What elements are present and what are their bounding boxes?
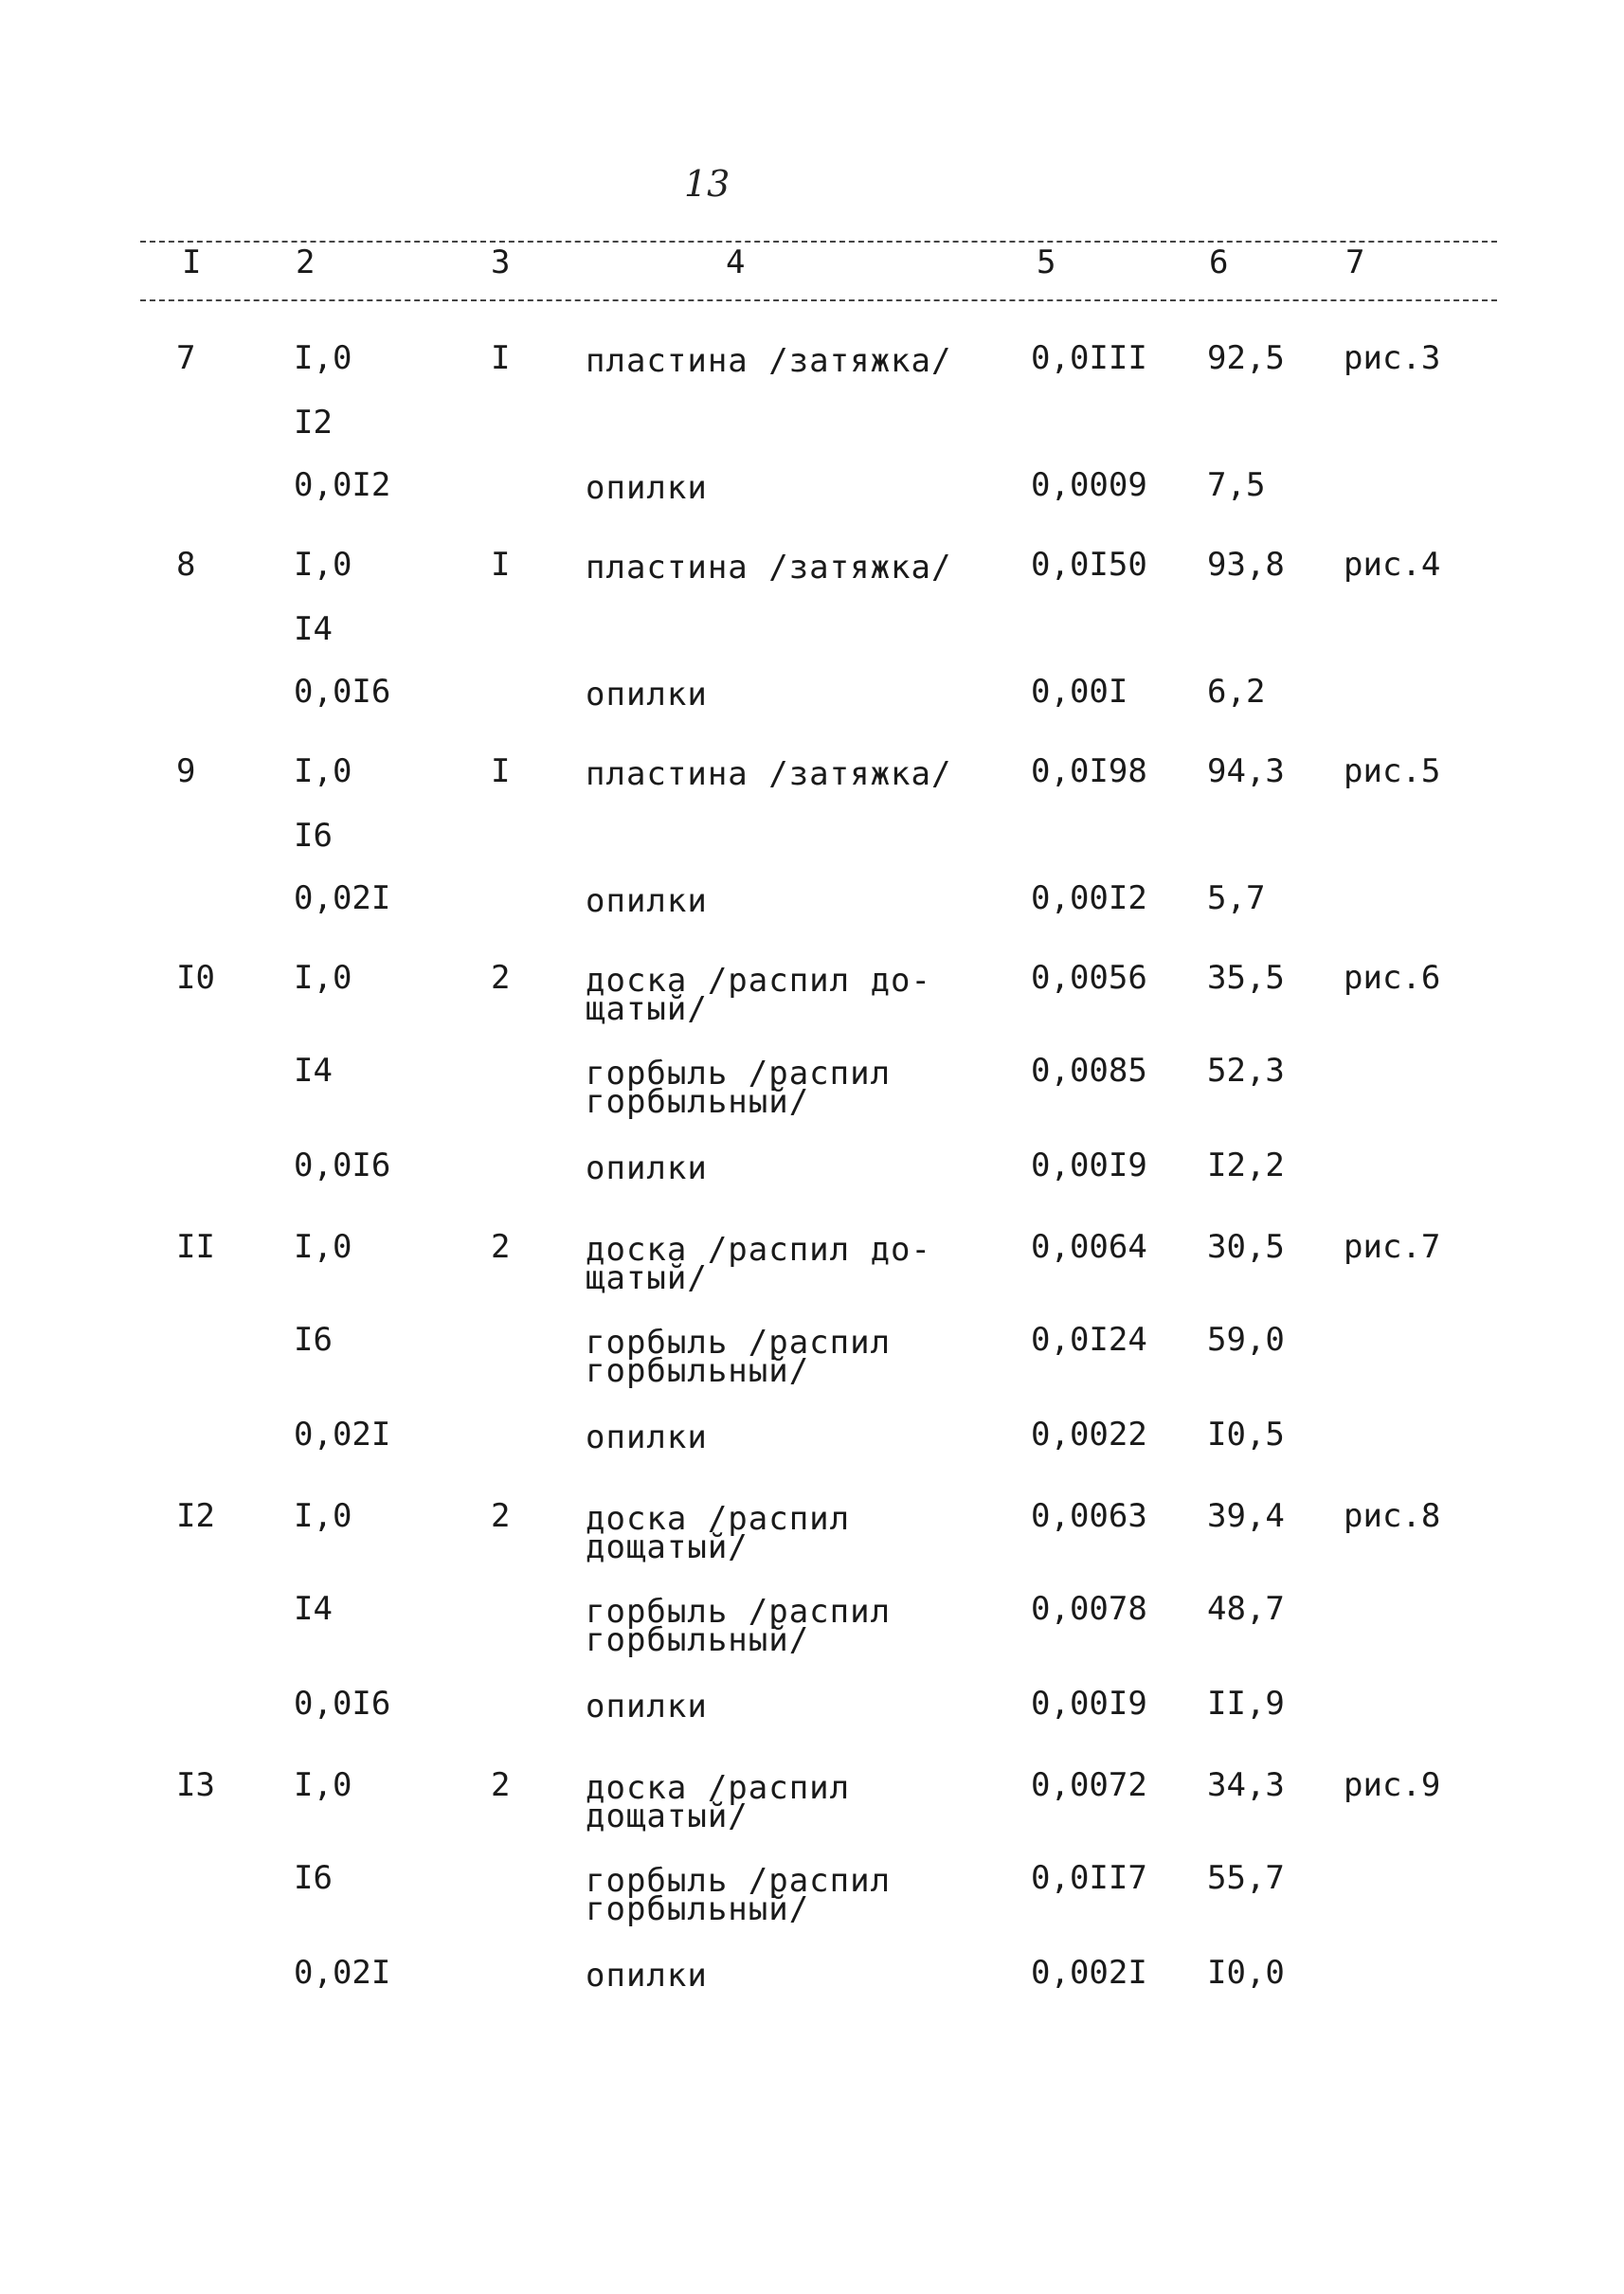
row-number: I2 xyxy=(176,1497,215,1535)
dimension-value: I,0 xyxy=(294,546,352,584)
product-description: опилки xyxy=(586,469,708,507)
row-number: I3 xyxy=(176,1766,215,1804)
dimension-value: I4 xyxy=(294,1590,333,1628)
dimension-value: 0,0I2 xyxy=(294,466,391,504)
dimension-value: I,0 xyxy=(294,959,352,997)
column-header-2: 2 xyxy=(296,244,316,281)
product-description: опилки xyxy=(586,1149,708,1187)
percent-value: 35,5 xyxy=(1207,959,1285,997)
volume-value: 0,0085 xyxy=(1031,1052,1147,1090)
volume-value: 0,0022 xyxy=(1031,1416,1147,1454)
percent-value: I0,5 xyxy=(1207,1416,1285,1454)
column-header-1: I xyxy=(182,244,202,281)
product-description: доска /распил дощатый/ xyxy=(586,1769,851,1835)
piece-count: 2 xyxy=(491,1766,511,1804)
percent-value: I2,2 xyxy=(1207,1147,1285,1184)
volume-value: 0,0063 xyxy=(1031,1497,1147,1535)
column-header-4: 4 xyxy=(726,244,746,281)
row-number: 9 xyxy=(176,752,196,790)
percent-value: 34,3 xyxy=(1207,1766,1285,1804)
percent-value: 59,0 xyxy=(1207,1321,1285,1359)
dimension-value: I,0 xyxy=(294,1766,352,1804)
product-description: горбыль /распил горбыльный/ xyxy=(586,1324,892,1390)
percent-value: 30,5 xyxy=(1207,1228,1285,1266)
dimension-value: I4 xyxy=(294,610,333,648)
figure-ref: рис.3 xyxy=(1344,339,1441,377)
column-header-6: 6 xyxy=(1209,244,1229,281)
percent-value: 52,3 xyxy=(1207,1052,1285,1090)
figure-ref: рис.9 xyxy=(1344,1766,1441,1804)
product-description: опилки xyxy=(586,676,708,713)
percent-value: 39,4 xyxy=(1207,1497,1285,1535)
dimension-value: 0,02I xyxy=(294,1954,391,1992)
volume-value: 0,0078 xyxy=(1031,1590,1147,1628)
column-header-3: 3 xyxy=(491,244,511,281)
dimension-value: 0,0I6 xyxy=(294,1685,391,1723)
product-description: опилки xyxy=(586,1688,708,1725)
percent-value: II,9 xyxy=(1207,1685,1285,1723)
volume-value: 0,00I9 xyxy=(1031,1685,1147,1723)
dimension-value: I6 xyxy=(294,1321,333,1359)
figure-ref: рис.4 xyxy=(1344,546,1441,584)
piece-count: I xyxy=(491,339,511,377)
product-description: горбыль /распил горбыльный/ xyxy=(586,1055,892,1121)
product-description: горбыль /распил горбыльный/ xyxy=(586,1593,892,1659)
volume-value: 0,0III xyxy=(1031,339,1147,377)
dimension-value: 0,02I xyxy=(294,879,391,917)
product-description: пластина /затяжка/ xyxy=(586,549,952,587)
product-description: доска /распил до- щатый/ xyxy=(586,1231,931,1297)
percent-value: I0,0 xyxy=(1207,1954,1285,1992)
dimension-value: I,0 xyxy=(294,339,352,377)
dimension-value: I2 xyxy=(294,404,333,442)
percent-value: 55,7 xyxy=(1207,1859,1285,1897)
figure-ref: рис.5 xyxy=(1344,752,1441,790)
volume-value: 0,0072 xyxy=(1031,1766,1147,1804)
row-number: 8 xyxy=(176,546,196,584)
dimension-value: 0,0I6 xyxy=(294,673,391,711)
dimension-value: 0,02I xyxy=(294,1416,391,1454)
product-description: опилки xyxy=(586,1957,708,1995)
column-header-5: 5 xyxy=(1037,244,1056,281)
volume-value: 0,0I98 xyxy=(1031,752,1147,790)
volume-value: 0,002I xyxy=(1031,1954,1147,1992)
piece-count: 2 xyxy=(491,959,511,997)
percent-value: 5,7 xyxy=(1207,879,1266,917)
dimension-value: 0,0I6 xyxy=(294,1147,391,1184)
volume-value: 0,0I50 xyxy=(1031,546,1147,584)
product-description: доска /распил дощатый/ xyxy=(586,1500,851,1566)
dimension-value: I,0 xyxy=(294,1228,352,1266)
product-description: пластина /затяжка/ xyxy=(586,342,952,380)
dimension-value: I6 xyxy=(294,817,333,855)
figure-ref: рис.7 xyxy=(1344,1228,1441,1266)
dimension-value: I6 xyxy=(294,1859,333,1897)
piece-count: 2 xyxy=(491,1228,511,1266)
figure-ref: рис.6 xyxy=(1344,959,1441,997)
product-description: горбыль /распил горбыльный/ xyxy=(586,1862,892,1928)
percent-value: 92,5 xyxy=(1207,339,1285,377)
volume-value: 0,0009 xyxy=(1031,466,1147,504)
percent-value: 48,7 xyxy=(1207,1590,1285,1628)
volume-value: 0,00I xyxy=(1031,673,1128,711)
row-number: 7 xyxy=(176,339,196,377)
dimension-value: I,0 xyxy=(294,1497,352,1535)
volume-value: 0,00I2 xyxy=(1031,879,1147,917)
volume-value: 0,0064 xyxy=(1031,1228,1147,1266)
product-description: опилки xyxy=(586,882,708,920)
piece-count: I xyxy=(491,546,511,584)
volume-value: 0,0I24 xyxy=(1031,1321,1147,1359)
piece-count: 2 xyxy=(491,1497,511,1535)
row-number: II xyxy=(176,1228,215,1266)
volume-value: 0,00I9 xyxy=(1031,1147,1147,1184)
product-description: опилки xyxy=(586,1418,708,1456)
page-number: 13 xyxy=(684,163,731,205)
volume-value: 0,0II7 xyxy=(1031,1859,1147,1897)
volume-value: 0,0056 xyxy=(1031,959,1147,997)
dimension-value: I,0 xyxy=(294,752,352,790)
percent-value: 6,2 xyxy=(1207,673,1266,711)
percent-value: 7,5 xyxy=(1207,466,1266,504)
product-description: доска /распил до- щатый/ xyxy=(586,962,931,1028)
piece-count: I xyxy=(491,752,511,790)
row-number: I0 xyxy=(176,959,215,997)
percent-value: 94,3 xyxy=(1207,752,1285,790)
dimension-value: I4 xyxy=(294,1052,333,1090)
figure-ref: рис.8 xyxy=(1344,1497,1441,1535)
product-description: пластина /затяжка/ xyxy=(586,755,952,793)
column-header-7: 7 xyxy=(1345,244,1365,281)
percent-value: 93,8 xyxy=(1207,546,1285,584)
